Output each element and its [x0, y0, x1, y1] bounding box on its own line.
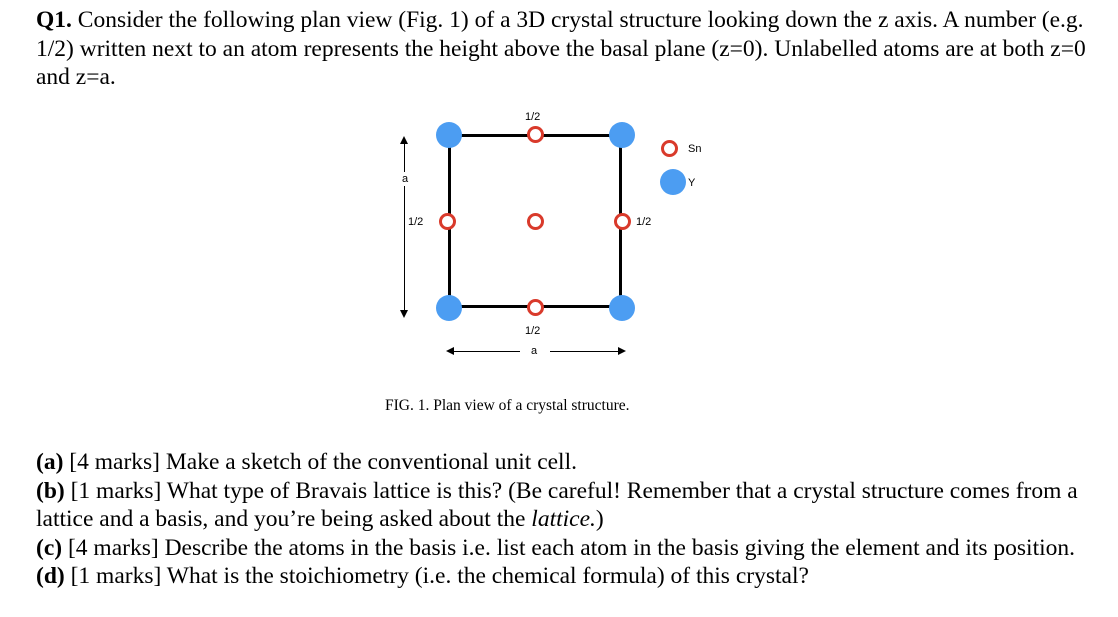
vertical-dimension-line — [404, 140, 405, 316]
y-atom-corner-top-left — [436, 122, 462, 148]
legend-sn-label: Sn — [688, 143, 702, 155]
part-b-text-end: ) — [595, 506, 604, 532]
crystal-plan-figure — [380, 100, 740, 360]
question-parts — [36, 448, 1086, 591]
y-atom-corner-top-right — [609, 122, 635, 148]
part-a-marks: [4 marks] — [69, 449, 160, 475]
part-d-text: What is the stoichiometry (i.e. the chemical formula) of this crystal? — [166, 563, 809, 589]
horizontal-dimension-line-right — [550, 351, 622, 352]
part-b-text: What type of Bravais lattice is this? (Be careful! Remember that a crystal structure comes from a lattice and a basis, and you’re being asked about the — [36, 477, 1078, 532]
part-c-label: (c) — [36, 534, 63, 561]
height-label-bottom: 1/2 — [525, 325, 541, 337]
part-c-text: Describe the atoms in the basis i.e. list each atom in the basis giving the element and its position. — [164, 534, 1076, 561]
height-label-top: 1/2 — [525, 111, 541, 123]
arrow-down-icon — [400, 310, 408, 318]
horizontal-axis-label: a — [531, 345, 538, 357]
part-b-label: (b) — [36, 477, 65, 504]
part-c — [36, 534, 1086, 563]
height-label-right: 1/2 — [636, 216, 652, 228]
question-text — [36, 6, 1086, 92]
part-b — [36, 477, 1086, 534]
part-d-marks: [1 marks] — [70, 563, 162, 589]
part-c-marks: [4 marks] — [67, 534, 159, 561]
figure-caption: FIG. 1. Plan view of a crystal structure. — [385, 397, 630, 414]
sn-atom-bottom-edge — [527, 299, 544, 316]
part-b-emphasis: lattice. — [531, 506, 596, 532]
part-a-text: Make a sketch of the conventional unit cell. — [165, 449, 577, 475]
sn-atom-right-edge — [614, 213, 631, 230]
arrow-right-icon — [618, 347, 626, 355]
part-d-label: (d) — [36, 563, 65, 589]
sn-atom-top-edge — [527, 126, 544, 143]
sn-atom-left-edge — [439, 213, 456, 230]
height-label-left: 1/2 — [408, 216, 424, 228]
sn-atom-center — [527, 213, 544, 230]
vertical-axis-label: a — [402, 173, 409, 185]
y-atom-corner-bottom-left — [436, 295, 462, 321]
question-number: Q1. — [36, 7, 72, 33]
part-a-label: (a) — [36, 449, 64, 475]
legend-y-label: Y — [688, 177, 696, 189]
horizontal-dimension-line-left — [450, 351, 520, 352]
y-atom-corner-bottom-right — [609, 295, 635, 321]
part-d — [36, 562, 1086, 591]
legend-sn-marker — [661, 140, 678, 157]
legend-y-marker — [660, 169, 686, 195]
part-b-marks: [1 marks] — [70, 477, 162, 504]
question-body: Consider the following plan view (Fig. 1) of a 3D crystal structure looking down the z axis. A number (e.g. 1/2) written next to an atom represents the height above the basal plane (z=0). Unlabelled atoms are at both z=0 and z=a. — [36, 7, 1086, 90]
part-a — [36, 448, 1086, 477]
